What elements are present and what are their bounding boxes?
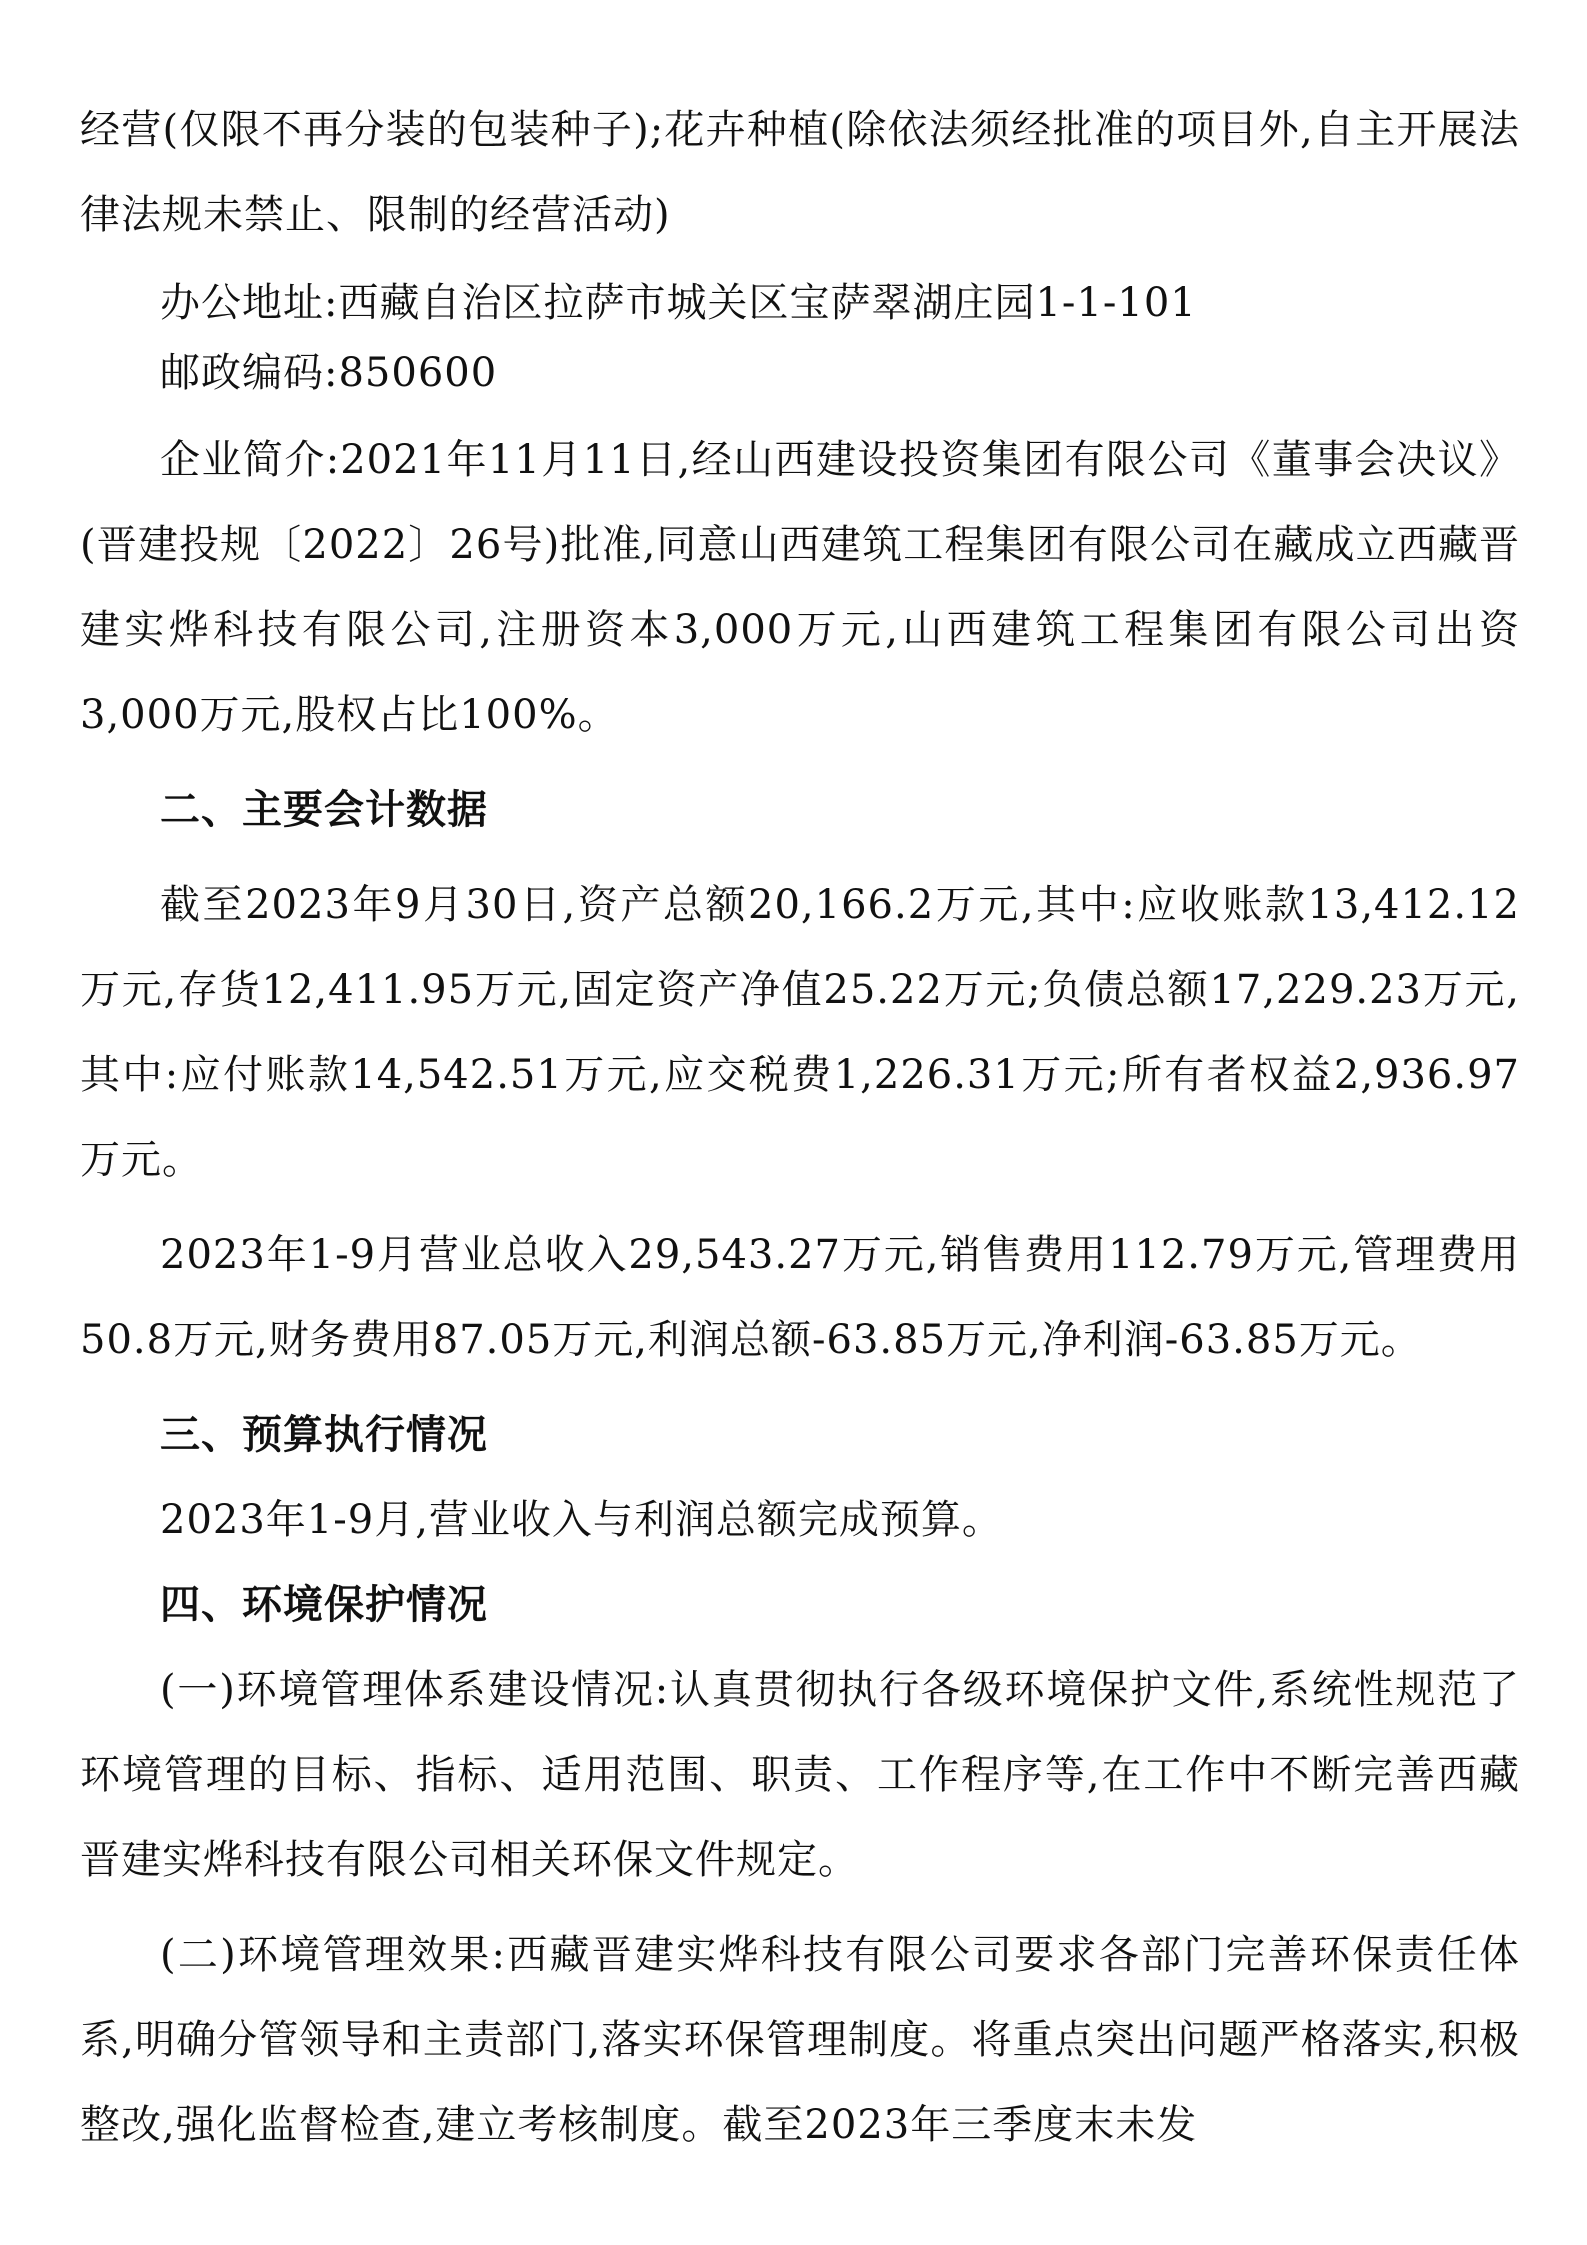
company-profile: 企业简介:2021年11月11日,经山西建设投资集团有限公司《董事会决议》(晋建投规〔2022〕26号)批准,同意山西建筑工程集团有限公司在藏成立西藏晋建实烨科技有限公司,注册资本3,000万元,山西建筑工程集团有限公司出资3,000万元,股权占比100%。 — [80, 437, 1520, 738]
document-page — [80, 88, 1520, 2168]
postal-code: 邮政编码:850600 — [160, 350, 498, 396]
budget-paragraph: 2023年1-9月,营业收入与利润总额完成预算。 — [160, 1497, 1003, 1543]
section-heading-budget: 三、预算执行情况 — [160, 1412, 488, 1458]
revenue-paragraph: 2023年1-9月营业总收入29,543.27万元,销售费用112.79万元,管理费用50.8万元,财务费用87.05万元,利润总额-63.85万元,净利润-63.85万元。 — [80, 1232, 1520, 1363]
section-heading-accounting: 二、主要会计数据 — [160, 787, 488, 833]
business-scope-continuation: 经营(仅限不再分装的包装种子);花卉种植(除依法须经批准的项目外,自主开展法律法规未禁止、限制的经营活动) — [80, 107, 1520, 238]
section-heading-environment: 四、环境保护情况 — [160, 1582, 488, 1628]
office-address: 办公地址:西藏自治区拉萨市城关区宝萨翠湖庄园1-1-101 — [160, 280, 1197, 326]
environment-system-paragraph: (一)环境管理体系建设情况:认真贯彻执行各级环境保护文件,系统性规范了环境管理的目标、指标、适用范围、职责、工作程序等,在工作中不断完善西藏晋建实烨科技有限公司相关环保文件规定。 — [80, 1667, 1520, 1883]
environment-effect-paragraph: (二)环境管理效果:西藏晋建实烨科技有限公司要求各部门完善环保责任体系,明确分管领导和主责部门,落实环保管理制度。将重点突出问题严格落实,积极整改,强化监督检查,建立考核制度。截至2023年三季度末未发 — [80, 1932, 1520, 2148]
assets-paragraph: 截至2023年9月30日,资产总额20,166.2万元,其中:应收账款13,412.12万元,存货12,411.95万元,固定资产净值25.22万元;负债总额17,229.23万元,其中:应付账款14,542.51万元,应交税费1,226.31万元;所有者权益2,936.97万元。 — [80, 882, 1520, 1183]
